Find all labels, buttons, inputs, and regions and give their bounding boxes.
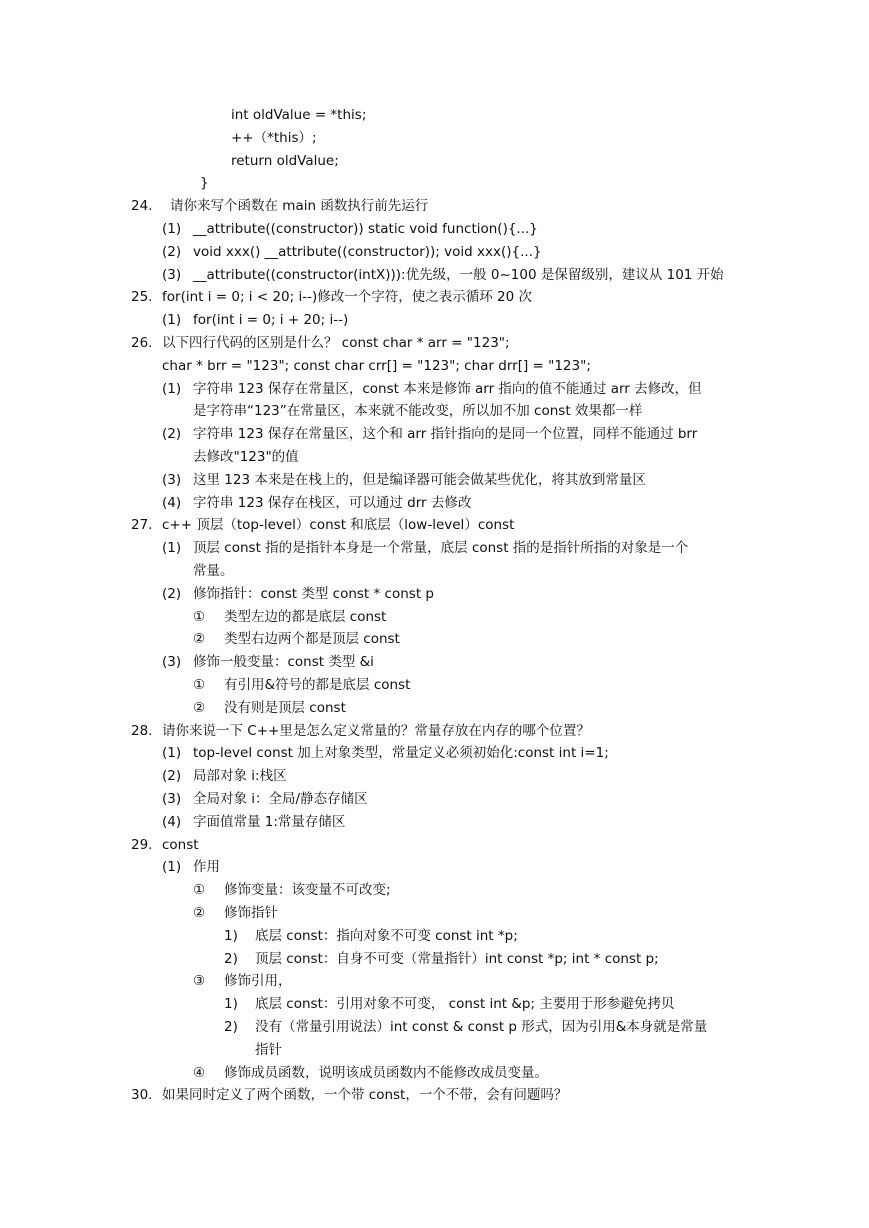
list-number: (3) <box>162 791 182 807</box>
list-text: 类型右边两个都是顶层 const <box>224 631 400 648</box>
sub-list-item <box>0 972 869 991</box>
list-number: 1) <box>224 996 238 1013</box>
list-text: 字符串 123 保存在栈区，可以通过 drr 去修改 <box>193 494 472 511</box>
list-number: ① <box>193 882 206 899</box>
list-number: ③ <box>193 973 206 990</box>
list-text: 去修改"123"的值 <box>193 449 299 465</box>
list-text: 局部对象 i:栈区 <box>193 768 287 785</box>
list-text: 字符串 123 保存在常量区，这个和 arr 指针指向的是同一个位置，同样不能通过 brr <box>193 426 698 443</box>
list-number: (3) <box>162 654 182 671</box>
list-number: 27. <box>131 517 153 534</box>
list-text: 类型左边的都是底层 const <box>224 608 387 625</box>
list-item-cont <box>0 562 869 581</box>
list-text: ++（*this）; <box>231 129 317 146</box>
list-item <box>0 585 869 604</box>
list-text: 顶层 const 指的是指针本身是一个常量，底层 const 指的是指针所指的对象是一个 <box>193 540 689 557</box>
list-number: (4) <box>162 494 182 511</box>
list-number: 28. <box>131 722 153 739</box>
list-item <box>0 744 869 763</box>
list-text: 请你来说一下 C++里是怎么定义常量的？常量存放在内存的哪个位置？ <box>162 722 590 739</box>
list-text: 修饰引用， <box>224 973 292 990</box>
code-line <box>0 152 869 171</box>
list-number: (2) <box>162 585 182 602</box>
list-number: (2) <box>162 768 182 785</box>
list-number: 24. <box>131 198 153 215</box>
list-item <box>0 425 869 444</box>
list-text: void xxx() __attribute((constructor)); void xxx(){...} <box>193 243 542 260</box>
list-number: (3) <box>162 266 182 283</box>
sub-sub-list-item-cont <box>0 1041 869 1060</box>
sub-list-item <box>0 630 869 649</box>
section-heading <box>0 722 869 741</box>
list-number: 25. <box>131 289 153 306</box>
sub-list-item <box>0 1064 869 1083</box>
list-item <box>0 220 869 239</box>
list-item-cont <box>0 448 869 467</box>
list-number: 2) <box>224 950 238 967</box>
list-text: 作用 <box>193 859 220 876</box>
section-heading <box>0 836 869 855</box>
list-number: (1) <box>162 221 182 237</box>
list-text: 顶层 const：自身不可变（常量指针）int const *p; int * const p; <box>255 950 659 967</box>
code-line <box>0 106 869 125</box>
list-item <box>0 813 869 832</box>
list-text: __attribute((constructor(intX))):优先级，一般 0~100 是保留级别，建议从 101 开始 <box>193 266 724 283</box>
list-text: top-level const 加上对象类型，常量定义必须初始化:const int i=1; <box>193 745 609 762</box>
list-number: (2) <box>162 243 182 260</box>
list-text: 有引用&符号的都是底层 const <box>224 677 411 693</box>
list-item <box>0 494 869 513</box>
list-number: (2) <box>162 426 182 443</box>
sub-sub-list-item <box>0 950 869 969</box>
sub-sub-list-item <box>0 995 869 1014</box>
list-number: ② <box>193 699 206 716</box>
list-number: (1) <box>162 540 182 557</box>
list-text: for(int i = 0; i + 20; i--) <box>193 312 349 329</box>
list-text: const <box>162 836 199 853</box>
list-number: ① <box>193 677 206 693</box>
code-line <box>0 174 869 193</box>
list-text: 修饰指针：const 类型 const * const p <box>193 585 434 602</box>
sub-list-item <box>0 904 869 923</box>
sub-list-item <box>0 676 869 695</box>
list-text: 修饰成员函数，说明该成员函数内不能修改成员变量。 <box>224 1064 548 1081</box>
list-number: ② <box>193 631 206 648</box>
list-text: 修饰一般变量：const 类型 &i <box>193 654 374 671</box>
list-number: (1) <box>162 380 182 397</box>
list-text: 是字符串“123”在常量区，本来就不能改变，所以加不加 const 效果都一样 <box>193 403 643 420</box>
list-text: 指针 <box>255 1041 282 1058</box>
sub-list-item <box>0 881 869 900</box>
list-text: } <box>200 175 209 192</box>
sub-sub-list-item <box>0 927 869 946</box>
list-item <box>0 858 869 877</box>
list-number: (1) <box>162 859 182 876</box>
list-text: 以下四行代码的区别是什么？ const char * arr = "123"; <box>162 335 510 351</box>
sub-list-item <box>0 608 869 627</box>
list-text: 底层 const：引用对象不可变， const int &p; 主要用于形参避免拷贝 <box>255 996 675 1013</box>
list-number: 29. <box>131 836 153 853</box>
list-item <box>0 539 869 558</box>
list-number: 26. <box>131 335 153 351</box>
list-item <box>0 653 869 672</box>
sub-list-item <box>0 699 869 718</box>
list-text: 修饰指针 <box>224 905 278 921</box>
list-text: 修饰变量：该变量不可改变; <box>224 882 391 899</box>
list-item <box>0 767 869 786</box>
list-text: 全局对象 i：全局/静态存储区 <box>193 791 368 807</box>
list-text: for(int i = 0; i < 20; i--)修改一个字符，使之表示循环 20 次 <box>162 289 532 306</box>
list-item <box>0 311 869 330</box>
list-text: 没有（常量引用说法）int const & const p 形式，因为引用&本身就是常量 <box>255 1019 708 1035</box>
list-item <box>0 243 869 262</box>
list-text: 字面值常量 1:常量存储区 <box>193 813 346 830</box>
list-item <box>0 471 869 490</box>
list-item <box>0 380 869 399</box>
list-text: 这里 123 本来是在栈上的，但是编译器可能会做某些优化，将其放到常量区 <box>193 471 646 488</box>
list-text: 常量。 <box>193 563 234 579</box>
list-number: 1) <box>224 927 238 944</box>
section-heading <box>0 334 869 353</box>
list-item-cont <box>0 402 869 421</box>
list-text: 底层 const：指向对象不可变 const int *p; <box>255 927 518 944</box>
list-text: 请你来写个函数在 main 函数执行前先运行 <box>170 198 429 215</box>
list-number: (4) <box>162 813 182 830</box>
list-text: 如果同时定义了两个函数，一个带 const，一个不带，会有问题吗？ <box>162 1087 568 1104</box>
section-heading <box>0 1086 869 1105</box>
list-text: 字符串 123 保存在常量区，const 本来是修饰 arr 指向的值不能通过 arr 去修改，但 <box>193 380 702 397</box>
code-line <box>0 129 869 148</box>
list-text: c++ 顶层（top-level）const 和底层（low-level）const <box>162 517 515 534</box>
list-number: 2) <box>224 1019 238 1035</box>
sub-sub-list-item <box>0 1018 869 1037</box>
list-number: (1) <box>162 745 182 762</box>
list-item <box>0 790 869 809</box>
list-text: __attribute((constructor)) static void function(){...} <box>193 221 538 237</box>
list-number: ② <box>193 905 206 921</box>
list-text: int oldValue = *this; <box>231 107 367 123</box>
list-number: ① <box>193 608 206 625</box>
section-heading-cont <box>0 357 869 376</box>
section-heading <box>0 197 869 216</box>
list-text: 没有则是顶层 const <box>224 699 346 716</box>
list-text: return oldValue; <box>231 152 339 169</box>
section-heading <box>0 516 869 535</box>
list-number: 30. <box>131 1087 153 1104</box>
list-number: (1) <box>162 312 182 329</box>
list-item <box>0 266 869 285</box>
list-number: ④ <box>193 1064 206 1081</box>
list-text: char * brr = "123"; const char crr[] = "123"; char drr[] = "123"; <box>162 357 591 374</box>
list-number: (3) <box>162 471 182 488</box>
section-heading <box>0 288 869 307</box>
